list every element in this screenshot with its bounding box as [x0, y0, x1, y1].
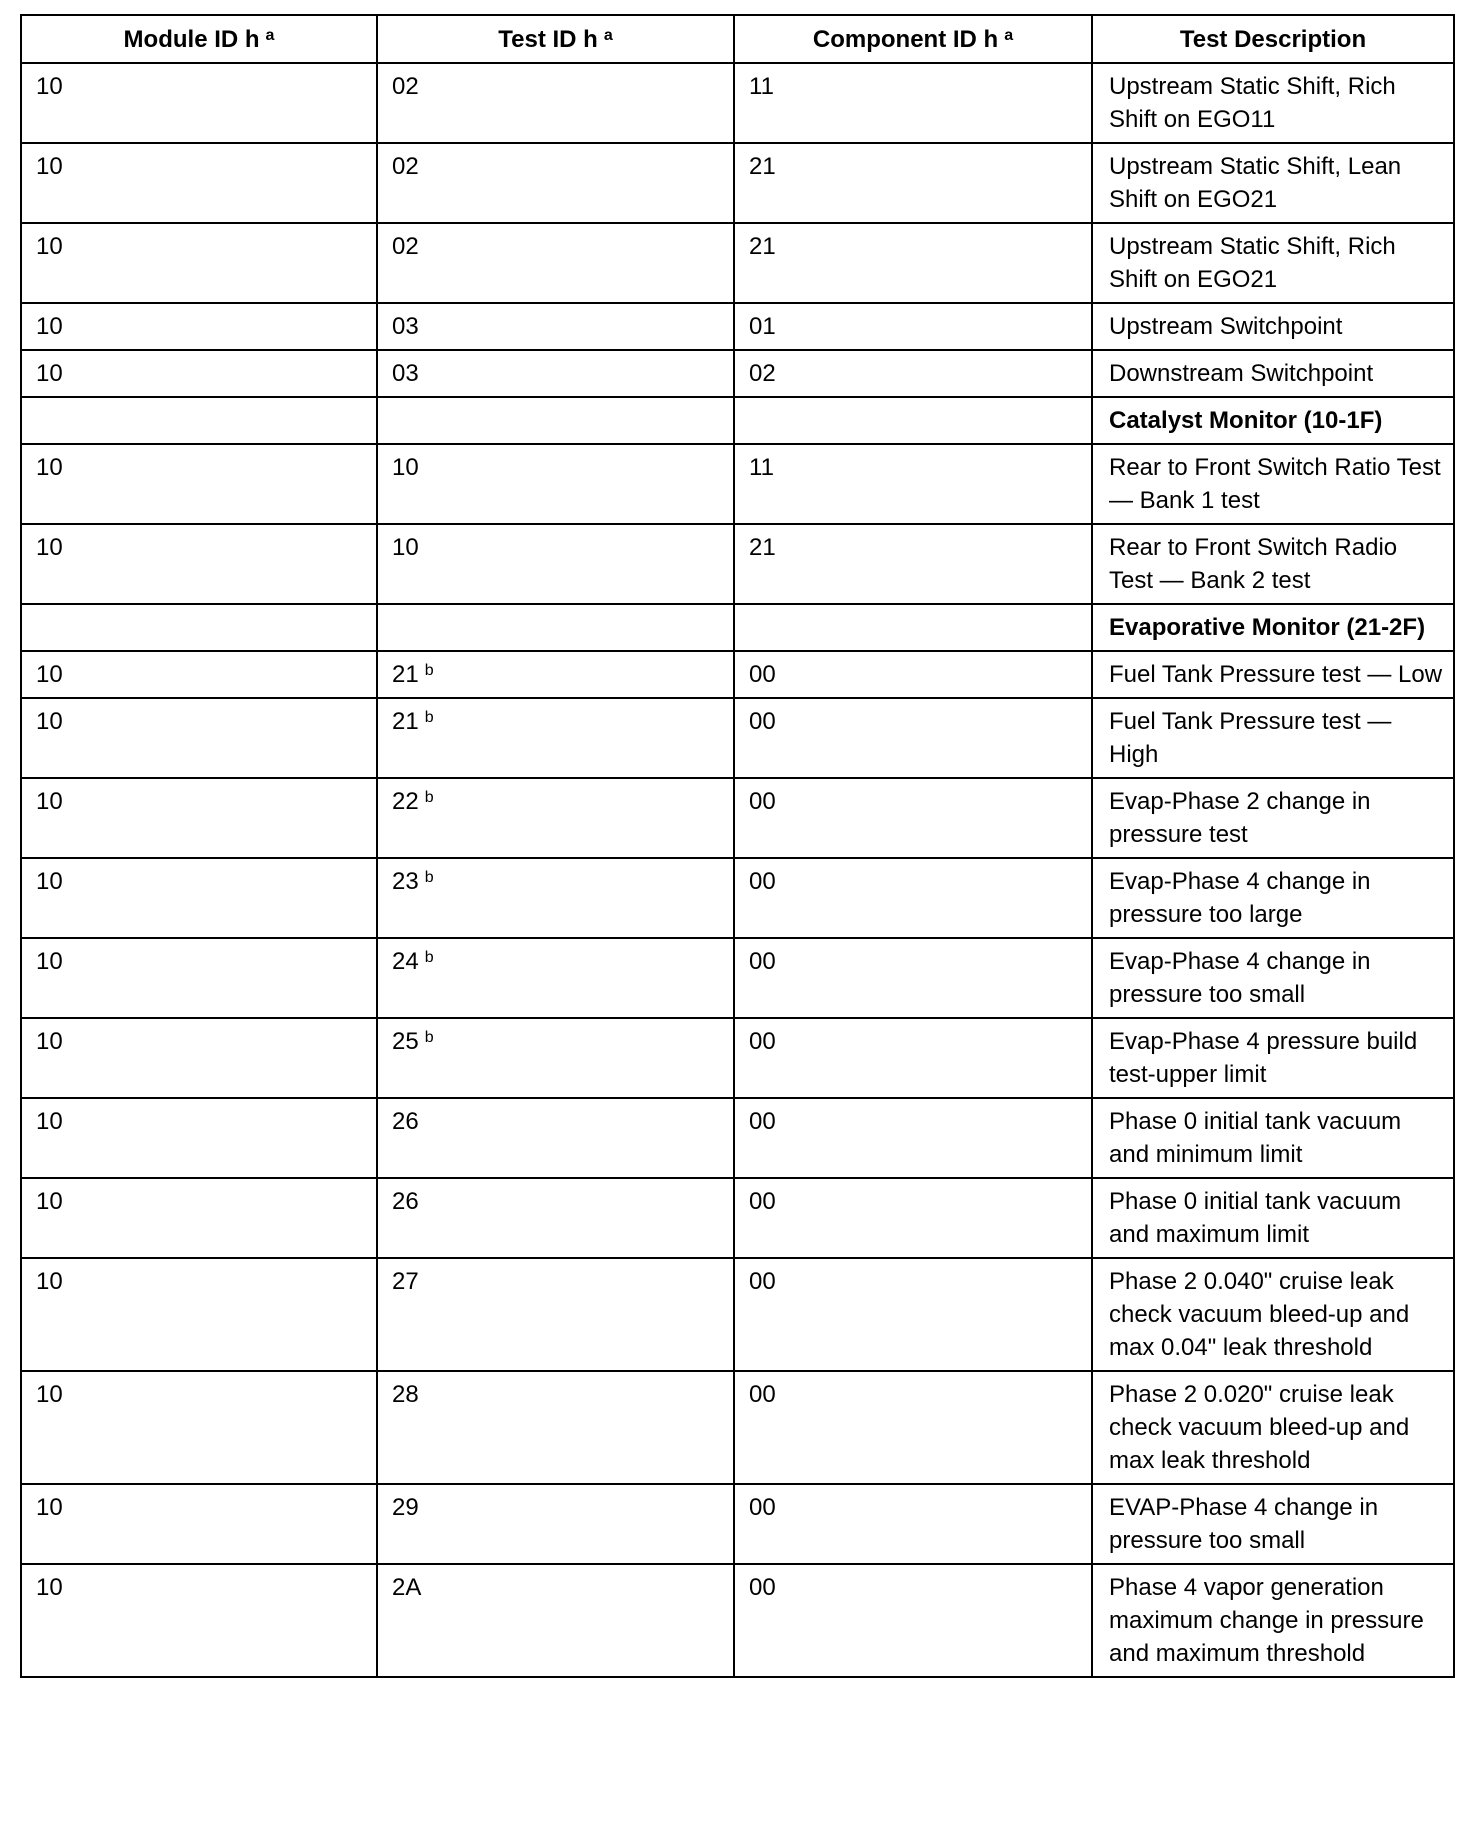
- description-value: Rear to Front Switch Radio Test — Bank 2 test: [1109, 534, 1398, 594]
- component-cell: [734, 444, 1092, 524]
- test-cell: [377, 858, 734, 938]
- footnote-marker: a: [603, 26, 613, 44]
- table-row: [21, 1564, 1454, 1677]
- description-cell: [1092, 651, 1454, 698]
- footnote-marker: a: [1004, 26, 1014, 44]
- description-value: Fuel Tank Pressure test — High: [1109, 708, 1392, 768]
- column-header: [734, 15, 1092, 63]
- description-value: Upstream Static Shift, Rich Shift on EGO21: [1109, 233, 1396, 293]
- table-row: [21, 938, 1454, 1018]
- test-value: 28: [392, 1381, 419, 1408]
- table-row: [21, 1018, 1454, 1098]
- module-value: 10: [36, 233, 63, 260]
- description-cell: [1092, 1098, 1454, 1178]
- description-value: Rear to Front Switch Ratio Test — Bank 1 test: [1109, 454, 1441, 514]
- module-cell: [21, 1258, 377, 1371]
- footnote-marker: b: [424, 869, 434, 886]
- module-value: 10: [36, 1574, 63, 1601]
- header-label: Test Description: [1179, 25, 1367, 53]
- test-cell: [377, 1018, 734, 1098]
- description-cell: [1092, 1018, 1454, 1098]
- module-value: 10: [36, 868, 63, 895]
- test-value: 22: [392, 788, 419, 815]
- module-value: 10: [36, 534, 63, 561]
- description-cell: [1092, 63, 1454, 143]
- component-value: 00: [749, 1574, 776, 1601]
- component-cell: [734, 1258, 1092, 1371]
- test-value: 02: [392, 153, 419, 180]
- table-row: [21, 858, 1454, 938]
- module-value: 10: [36, 313, 63, 340]
- test-cell: [377, 698, 734, 778]
- table-row: [21, 143, 1454, 223]
- module-cell: [21, 63, 377, 143]
- module-cell: [21, 397, 377, 444]
- column-header: [21, 15, 377, 63]
- footnote-marker: b: [424, 1029, 434, 1046]
- module-value: 10: [36, 73, 63, 100]
- module-value: 10: [36, 360, 63, 387]
- module-cell: [21, 444, 377, 524]
- test-cell: [377, 444, 734, 524]
- component-cell: [734, 698, 1092, 778]
- table-row: [21, 1178, 1454, 1258]
- module-cell: [21, 938, 377, 1018]
- description-cell: [1092, 444, 1454, 524]
- test-cell: [377, 1258, 734, 1371]
- test-cell: [377, 1178, 734, 1258]
- test-id-table: [20, 14, 1455, 1678]
- table-row: [21, 1484, 1454, 1564]
- test-value: 21: [392, 708, 419, 735]
- component-value: 21: [749, 534, 776, 561]
- table-row: [21, 698, 1454, 778]
- test-cell: [377, 524, 734, 604]
- module-value: 10: [36, 1028, 63, 1055]
- module-cell: [21, 1564, 377, 1677]
- module-value: 10: [36, 1268, 63, 1295]
- header-label: Component ID h: [812, 25, 999, 53]
- table-row: [21, 1258, 1454, 1371]
- table-row: [21, 1371, 1454, 1484]
- component-value: 21: [749, 233, 776, 260]
- description-cell: [1092, 303, 1454, 350]
- module-cell: [21, 350, 377, 397]
- description-value: Upstream Static Shift, Lean Shift on EGO21: [1109, 153, 1402, 213]
- footnote-marker: b: [424, 662, 434, 679]
- test-cell: [377, 397, 734, 444]
- description-value: EVAP-Phase 4 change in pressure too small: [1109, 1494, 1379, 1554]
- module-cell: [21, 1178, 377, 1258]
- description-value: Upstream Static Shift, Rich Shift on EGO11: [1109, 73, 1396, 133]
- test-value: 26: [392, 1188, 419, 1215]
- test-cell: [377, 1098, 734, 1178]
- description-value: Evap-Phase 4 pressure build test-upper limit: [1109, 1028, 1418, 1088]
- test-cell: [377, 350, 734, 397]
- component-cell: [734, 303, 1092, 350]
- module-cell: [21, 524, 377, 604]
- component-value: 00: [749, 708, 776, 735]
- module-cell: [21, 1371, 377, 1484]
- description-value: Phase 4 vapor generation maximum change in pressure and maximum threshold: [1109, 1574, 1424, 1667]
- description-value: Catalyst Monitor (10-1F): [1109, 407, 1383, 434]
- component-cell: [734, 350, 1092, 397]
- component-cell: [734, 651, 1092, 698]
- component-cell: [734, 858, 1092, 938]
- test-cell: [377, 1564, 734, 1677]
- component-value: 00: [749, 948, 776, 975]
- test-value: 03: [392, 360, 419, 387]
- module-cell: [21, 651, 377, 698]
- description-cell: [1092, 1258, 1454, 1371]
- description-value: Evaporative Monitor (21-2F): [1109, 614, 1426, 641]
- test-value: 03: [392, 313, 419, 340]
- test-value: 26: [392, 1108, 419, 1135]
- test-cell: [377, 143, 734, 223]
- header-label: Module ID h: [123, 25, 260, 53]
- module-cell: [21, 1484, 377, 1564]
- description-cell: [1092, 604, 1454, 651]
- test-cell: [377, 1484, 734, 1564]
- module-cell: [21, 1018, 377, 1098]
- description-cell: [1092, 1484, 1454, 1564]
- component-cell: [734, 778, 1092, 858]
- table-row: [21, 651, 1454, 698]
- module-value: 10: [36, 1108, 63, 1135]
- module-value: 10: [36, 1381, 63, 1408]
- component-value: 00: [749, 1028, 776, 1055]
- component-value: 00: [749, 1188, 776, 1215]
- component-value: 00: [749, 788, 776, 815]
- description-value: Evap-Phase 4 change in pressure too large: [1109, 868, 1371, 928]
- component-value: 00: [749, 1494, 776, 1521]
- test-value: 02: [392, 73, 419, 100]
- test-value: 2A: [392, 1574, 422, 1601]
- table-row: [21, 524, 1454, 604]
- module-cell: [21, 223, 377, 303]
- test-value: 02: [392, 233, 419, 260]
- module-cell: [21, 604, 377, 651]
- test-value: 10: [392, 534, 419, 561]
- module-cell: [21, 698, 377, 778]
- table-row: [21, 63, 1454, 143]
- description-cell: [1092, 143, 1454, 223]
- description-cell: [1092, 698, 1454, 778]
- test-value: 29: [392, 1494, 419, 1521]
- description-cell: [1092, 938, 1454, 1018]
- test-cell: [377, 1371, 734, 1484]
- component-value: 00: [749, 661, 776, 688]
- component-value: 21: [749, 153, 776, 180]
- test-cell: [377, 63, 734, 143]
- test-value: 24: [392, 948, 419, 975]
- description-cell: [1092, 778, 1454, 858]
- test-cell: [377, 223, 734, 303]
- column-header: [1092, 15, 1454, 63]
- component-cell: [734, 1484, 1092, 1564]
- description-cell: [1092, 1178, 1454, 1258]
- section-row: [21, 604, 1454, 651]
- table-row: [21, 303, 1454, 350]
- description-value: Evap-Phase 4 change in pressure too small: [1109, 948, 1371, 1008]
- component-cell: [734, 397, 1092, 444]
- header-label: Test ID h: [498, 25, 598, 53]
- description-cell: [1092, 397, 1454, 444]
- component-cell: [734, 63, 1092, 143]
- module-cell: [21, 858, 377, 938]
- module-value: 10: [36, 1188, 63, 1215]
- description-cell: [1092, 350, 1454, 397]
- description-value: Evap-Phase 2 change in pressure test: [1109, 788, 1371, 848]
- description-cell: [1092, 223, 1454, 303]
- description-value: Phase 2 0.040" cruise leak check vacuum bleed-up and max 0.04" leak threshold: [1109, 1268, 1410, 1361]
- description-value: Phase 0 initial tank vacuum and minimum limit: [1109, 1108, 1402, 1168]
- footnote-marker: b: [424, 949, 434, 966]
- module-cell: [21, 143, 377, 223]
- component-value: 00: [749, 1381, 776, 1408]
- module-value: 10: [36, 454, 63, 481]
- header-row: [21, 15, 1454, 63]
- description-cell: [1092, 1371, 1454, 1484]
- description-cell: [1092, 524, 1454, 604]
- module-value: 10: [36, 661, 63, 688]
- footnote-marker: b: [424, 789, 434, 806]
- table-row: [21, 1098, 1454, 1178]
- component-cell: [734, 1018, 1092, 1098]
- component-cell: [734, 223, 1092, 303]
- component-cell: [734, 524, 1092, 604]
- description-cell: [1092, 858, 1454, 938]
- test-cell: [377, 651, 734, 698]
- module-value: 10: [36, 1494, 63, 1521]
- module-cell: [21, 303, 377, 350]
- test-cell: [377, 303, 734, 350]
- module-value: 10: [36, 948, 63, 975]
- component-value: 11: [749, 454, 774, 481]
- section-row: [21, 397, 1454, 444]
- component-cell: [734, 1178, 1092, 1258]
- test-value: 21: [392, 661, 419, 688]
- test-value: 10: [392, 454, 419, 481]
- component-value: 01: [749, 313, 776, 340]
- footnote-marker: a: [265, 26, 275, 44]
- table-row: [21, 778, 1454, 858]
- description-value: Upstream Switchpoint: [1109, 313, 1343, 340]
- component-value: 00: [749, 868, 776, 895]
- test-value: 25: [392, 1028, 419, 1055]
- description-value: Fuel Tank Pressure test — Low: [1109, 661, 1443, 688]
- test-cell: [377, 778, 734, 858]
- module-value: 10: [36, 788, 63, 815]
- component-cell: [734, 938, 1092, 1018]
- column-header: [377, 15, 734, 63]
- component-value: 11: [749, 73, 774, 100]
- footnote-marker: b: [424, 709, 434, 726]
- component-cell: [734, 1098, 1092, 1178]
- component-cell: [734, 143, 1092, 223]
- table-row: [21, 223, 1454, 303]
- test-value: 27: [392, 1268, 419, 1295]
- test-cell: [377, 604, 734, 651]
- component-cell: [734, 1564, 1092, 1677]
- component-value: 00: [749, 1108, 776, 1135]
- description-value: Downstream Switchpoint: [1109, 360, 1374, 387]
- component-value: 02: [749, 360, 776, 387]
- module-cell: [21, 778, 377, 858]
- component-cell: [734, 1371, 1092, 1484]
- component-cell: [734, 604, 1092, 651]
- test-cell: [377, 938, 734, 1018]
- module-cell: [21, 1098, 377, 1178]
- description-value: Phase 0 initial tank vacuum and maximum limit: [1109, 1188, 1402, 1248]
- test-value: 23: [392, 868, 419, 895]
- component-value: 00: [749, 1268, 776, 1295]
- description-cell: [1092, 1564, 1454, 1677]
- module-value: 10: [36, 153, 63, 180]
- description-value: Phase 2 0.020" cruise leak check vacuum bleed-up and max leak threshold: [1109, 1381, 1410, 1474]
- table-row: [21, 350, 1454, 397]
- table-row: [21, 444, 1454, 524]
- module-value: 10: [36, 708, 63, 735]
